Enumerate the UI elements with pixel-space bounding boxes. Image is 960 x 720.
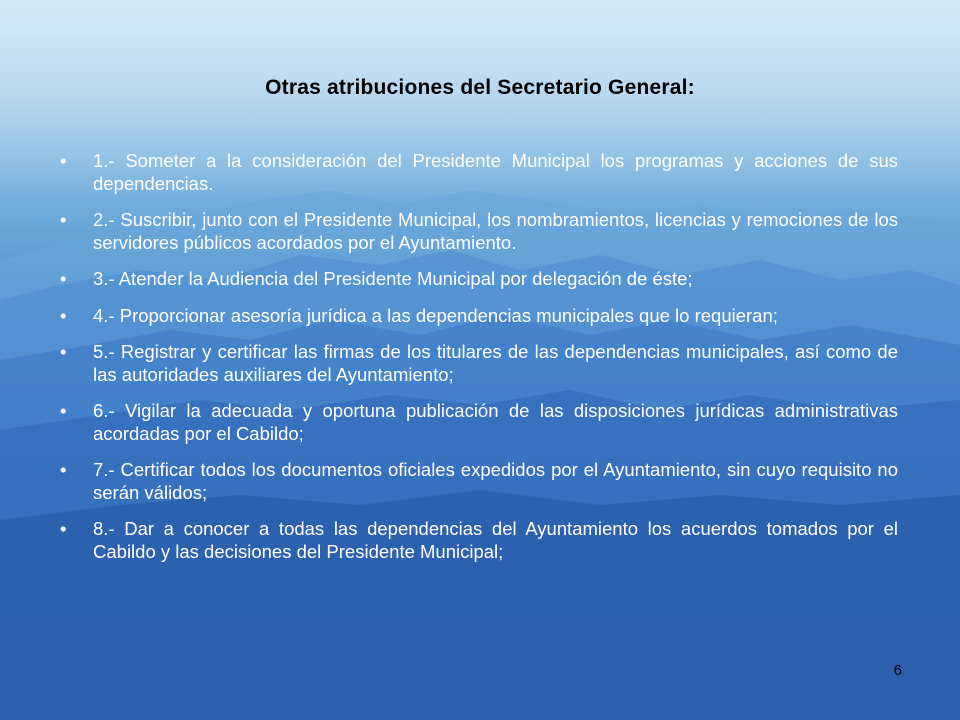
bullet-icon: • — [60, 400, 67, 421]
list-item — [60, 400, 898, 445]
bullet-icon: • — [60, 209, 67, 230]
bullet-icon: • — [60, 459, 67, 480]
bullet-icon: • — [60, 150, 67, 171]
list-item — [60, 459, 898, 504]
list-item-text: 2.- Suscribir, junto con el Presidente Municipal, los nombramientos, licencias y remociones de los servidores públicos acordados por el Ayuntamiento. — [93, 209, 898, 253]
list-item-text: 5.- Registrar y certificar las firmas de los titulares de las dependencias municipales, así como de las autoridades auxiliares del Ayuntamiento; — [93, 341, 898, 385]
page-number: 6 — [893, 662, 902, 679]
list-item-text: 7.- Certificar todos los documentos oficiales expedidos por el Ayuntamiento, sin cuyo requisito no serán válidos; — [93, 459, 898, 503]
bullet-icon: • — [60, 341, 67, 362]
list-item-text: 3.- Atender la Audiencia del Presidente Municipal por delegación de éste; — [93, 268, 693, 289]
list-item-text: 6.- Vigilar la adecuada y oportuna publicación de las disposiciones jurídicas administrativas acordadas por el Cabildo; — [93, 400, 898, 444]
bullet-list — [60, 150, 898, 577]
list-item-text: 8.- Dar a conocer a todas las dependencias del Ayuntamiento los acuerdos tomados por el Cabildo y las decisiones del Presidente Municipal; — [93, 518, 898, 562]
bullet-icon: • — [60, 304, 67, 326]
list-item — [60, 518, 898, 563]
list-item — [60, 305, 898, 328]
bullet-icon: • — [60, 268, 67, 289]
list-item — [60, 341, 898, 386]
bullet-icon: • — [60, 518, 67, 539]
list-item — [60, 209, 898, 254]
list-item-text: 4.- Proporcionar asesoría jurídica a las dependencias municipales que lo requieran; — [93, 304, 778, 326]
slide-title: Otras atribuciones del Secretario General: — [265, 76, 695, 99]
list-item-text: 1.- Someter a la consideración del Presidente Municipal los programas y acciones de sus dependencias. — [93, 150, 898, 194]
list-item — [60, 150, 898, 195]
list-item — [60, 268, 898, 291]
